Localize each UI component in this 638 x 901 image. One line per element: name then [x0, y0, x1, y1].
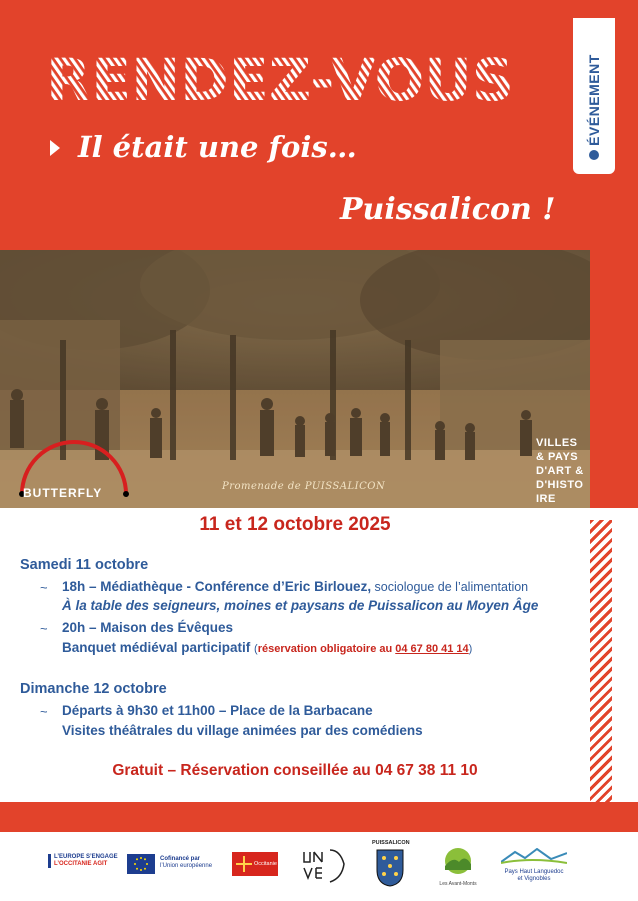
day1-item2-line2 [62, 640, 472, 655]
photo-caption: Promenade de PUISSALICON [222, 481, 386, 492]
reservation-text: réservation obligatoire au [257, 643, 396, 655]
category-dot-icon [589, 150, 599, 160]
pays-line1: Pays Haut Languedoc [504, 869, 564, 875]
subtitle-line-1: Il était une fois… [78, 130, 357, 164]
villes-line-5: IRE [536, 493, 556, 505]
shield-icon [375, 848, 405, 888]
puissalicon-label: PUISSALICON [372, 840, 410, 846]
villes-line-4: D'HISTO [536, 479, 584, 491]
europe-logo-line1: L’EUROPE S’ENGAGE [54, 854, 118, 860]
reservation-note [254, 643, 472, 655]
hatch-decoration [590, 520, 612, 810]
europe-logo [48, 854, 120, 868]
eu-cofinance-text [160, 856, 230, 870]
villes-line-2: & PAYS [536, 451, 579, 463]
paren-close: ) [468, 643, 473, 655]
occitanie-logo [232, 852, 278, 876]
pays-line2: et Vignobles [517, 876, 551, 882]
villes-line-1: VILLES [536, 437, 578, 449]
day1-item2-main: Banquet médiéval participatif [62, 640, 255, 655]
day1-item1-suffix: sociologue de l’alimentation [371, 580, 529, 594]
day1-item1-line2: À la table des seigneurs, moines et paysans de Puissalicon au Moyen Âge [62, 598, 539, 613]
bullet-icon: ~ [40, 704, 48, 719]
headline-text: RENDEZ-VOUS [46, 48, 514, 110]
occitanie-cross-icon [234, 854, 254, 874]
bottom-band [0, 802, 638, 832]
mountains-icon [501, 848, 567, 864]
partner-logos [0, 832, 638, 901]
program-panel [0, 508, 590, 802]
free-reservation-note: Gratuit – Réservation conseillée au 04 67 38 11 10 [112, 762, 478, 779]
day1-title: Samedi 11 octobre [20, 557, 149, 573]
eu-flag-icon [127, 854, 155, 874]
subtitle-line-2: Puissalicon ! [340, 192, 556, 227]
hills-icon [443, 846, 473, 876]
eu-cofin-line2: l’Union européenne [160, 863, 213, 869]
puissalicon-crest [372, 840, 408, 892]
eu-cofin-line1: Cofinancé par [160, 856, 201, 862]
avant-monts-logo [436, 846, 480, 892]
headline-title [40, 48, 520, 110]
event-dates: 11 et 12 octobre 2025 [199, 514, 391, 535]
arrow-right-icon [50, 140, 60, 156]
day2-title: Dimanche 12 octobre [20, 681, 167, 697]
day2-item1-line1: Départs à 9h30 et 11h00 – Place de la Barbacane [62, 703, 373, 718]
pays-haut-languedoc-logo [494, 848, 574, 883]
villes-line-3: D'ART & [536, 465, 584, 477]
day1-item1-line1 [62, 579, 528, 594]
avant-monts-label: Les Avant-Monts [439, 881, 477, 887]
photo-side-band [590, 250, 638, 508]
butterfly-logo-label: BUTTERFLY [23, 486, 103, 500]
reservation-phone-link[interactable]: 04 67 80 41 14 [395, 643, 469, 655]
day1-item1-main: 18h – Médiathèque - Conférence d’Eric Birlouez, [62, 579, 372, 594]
paren-open: ( [254, 643, 258, 655]
europe-logo-line2: L’OCCITANIE AGIT [54, 861, 108, 867]
day2-item1-line2: Visites théâtrales du village animées par des comédiens [62, 723, 423, 738]
occitanie-label: Occitanie [254, 861, 277, 867]
bullet-icon: ~ [40, 621, 48, 636]
category-tab-label: ÉVÉNEMENT [586, 54, 602, 146]
bullet-icon: ~ [40, 580, 48, 595]
unventaire-logo-icon [300, 846, 350, 886]
day1-item2-line1: 20h – Maison des Évêques [62, 620, 234, 635]
villes-pays-label [536, 436, 590, 506]
